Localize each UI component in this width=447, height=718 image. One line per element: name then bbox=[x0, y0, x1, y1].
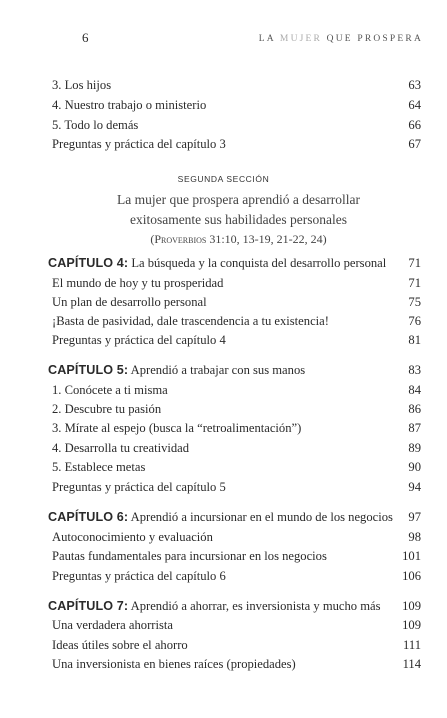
toc-entry-title: 2. Descubre tu pasión bbox=[52, 402, 162, 416]
toc-entry bbox=[52, 549, 421, 564]
toc-entry-title: Preguntas y práctica del capítulo 3 bbox=[52, 137, 226, 151]
chapter-title: Aprendió a incursionar en el mundo de los negocios bbox=[128, 510, 393, 524]
toc-entry-page: 84 bbox=[408, 383, 421, 397]
chapter-title: Aprendió a trabajar con sus manos bbox=[128, 363, 306, 377]
toc-entry bbox=[52, 530, 421, 545]
chapter-heading bbox=[48, 599, 421, 614]
toc-entry-page: 94 bbox=[408, 480, 421, 494]
toc-entry bbox=[52, 460, 421, 475]
toc-entry-page: 114 bbox=[402, 657, 421, 671]
toc-entry bbox=[52, 78, 421, 93]
running-head-part: MUJER bbox=[279, 34, 323, 44]
toc-entry-page: 90 bbox=[408, 460, 421, 474]
toc-entry-title: 4. Nuestro trabajo o ministerio bbox=[52, 98, 207, 112]
toc-entry-title: Una verdadera ahorrista bbox=[52, 618, 173, 632]
chapter-heading-text bbox=[48, 363, 305, 378]
chapter-page: 109 bbox=[402, 599, 421, 613]
toc-entry-title: 3. Los hijos bbox=[52, 78, 112, 92]
toc-entry bbox=[52, 383, 421, 398]
toc-entry bbox=[52, 421, 421, 436]
toc-entry-page: 66 bbox=[408, 118, 421, 132]
toc-entry bbox=[52, 402, 421, 417]
toc-entry-page: 106 bbox=[402, 569, 421, 583]
toc-entry-page: 71 bbox=[408, 276, 421, 290]
toc-entry-page: 76 bbox=[408, 314, 421, 328]
toc-entry bbox=[52, 638, 421, 653]
ref-open: ( bbox=[150, 232, 155, 246]
chapter-heading bbox=[48, 363, 421, 378]
toc-entry-page: 75 bbox=[408, 295, 421, 309]
chapter-label: CAPÍTULO 4: bbox=[48, 256, 129, 270]
chapter-heading-text bbox=[48, 510, 393, 525]
toc-entry bbox=[52, 618, 421, 633]
toc-entry-title: Ideas útiles sobre el ahorro bbox=[52, 638, 188, 652]
toc-entry bbox=[52, 276, 421, 291]
chapter-page: 83 bbox=[408, 363, 421, 377]
chapter-title: La búsqueda y la conquista del desarrollo personal bbox=[128, 256, 387, 270]
toc-entry bbox=[52, 657, 421, 672]
toc-entry bbox=[52, 118, 421, 133]
ref-book: Proverbios bbox=[154, 232, 207, 246]
toc-entry-title: El mundo de hoy y tu prosperidad bbox=[52, 276, 224, 290]
chapter-heading-text bbox=[48, 256, 386, 271]
toc-entry-page: 111 bbox=[403, 638, 421, 652]
chapter-page: 97 bbox=[408, 510, 421, 524]
toc-entry-title: 3. Mírate al espejo (busca la “retroalimentación”) bbox=[52, 421, 302, 435]
section-title-line: La mujer que prospera aprendió a desarrollar bbox=[117, 192, 360, 207]
toc-entry-page: 81 bbox=[408, 333, 421, 347]
toc-entry bbox=[52, 295, 421, 310]
chapter-label: CAPÍTULO 6: bbox=[48, 510, 129, 524]
section-title-line: exitosamente sus habilidades personales bbox=[129, 212, 348, 227]
toc-entry-title: 1. Conócete a ti misma bbox=[52, 383, 168, 397]
section-label: SEGUNDA SECCIÓN bbox=[177, 174, 270, 184]
toc-entry bbox=[52, 137, 421, 152]
chapter-label: CAPÍTULO 5: bbox=[48, 363, 129, 377]
chapter-label: CAPÍTULO 7: bbox=[48, 599, 129, 613]
chapter-heading bbox=[48, 256, 421, 271]
toc-entry-title: Un plan de desarrollo personal bbox=[52, 295, 207, 309]
toc-entry-title: Una inversionista en bienes raíces (propiedades) bbox=[52, 657, 296, 671]
chapter-page: 71 bbox=[408, 256, 421, 270]
section-title bbox=[60, 190, 417, 230]
toc-entry-page: 98 bbox=[408, 530, 421, 544]
toc-entry bbox=[52, 441, 421, 456]
toc-entry-title: 5. Establece metas bbox=[52, 460, 146, 474]
toc-entry-title: 4. Desarrolla tu creatividad bbox=[52, 441, 190, 455]
chapter-title: Aprendió a ahorrar, es inversionista y mucho más bbox=[128, 599, 381, 613]
toc-entry-page: 87 bbox=[408, 421, 421, 435]
toc-entry bbox=[52, 314, 421, 329]
toc-entry bbox=[52, 333, 421, 348]
toc-entry-title: Preguntas y práctica del capítulo 6 bbox=[52, 569, 226, 583]
running-head-part: LA bbox=[258, 34, 280, 44]
toc-entry-title: Preguntas y práctica del capítulo 4 bbox=[52, 333, 226, 347]
toc-entry-title: Pautas fundamentales para incursionar en los negocios bbox=[52, 549, 327, 563]
running-head-part: QUE PROSPERA bbox=[322, 34, 423, 44]
toc-entry-title: Preguntas y práctica del capítulo 5 bbox=[52, 480, 226, 494]
toc-entry-page: 101 bbox=[402, 549, 421, 563]
toc-entry bbox=[52, 98, 421, 113]
toc-entry-title: 5. Todo lo demás bbox=[52, 118, 139, 132]
toc-entry-title: Autoconocimiento y evaluación bbox=[52, 530, 213, 544]
chapter-heading-text bbox=[48, 599, 381, 614]
toc-entry-page: 67 bbox=[408, 137, 421, 151]
page-number: 6 bbox=[82, 30, 89, 45]
toc-entry bbox=[52, 569, 421, 584]
running-head bbox=[259, 34, 423, 44]
toc-entry-page: 109 bbox=[402, 618, 421, 632]
ref-verses: 31:10, 13-19, 21-22, 24) bbox=[206, 232, 327, 246]
toc-entry-page: 89 bbox=[408, 441, 421, 455]
toc-entry-title: ¡Basta de pasividad, dale trascendencia a tu existencia! bbox=[52, 314, 329, 328]
toc-entry-page: 63 bbox=[408, 78, 421, 92]
section-reference bbox=[60, 232, 417, 247]
toc-entry bbox=[52, 480, 421, 495]
toc-entry-page: 86 bbox=[408, 402, 421, 416]
toc-entry-page: 64 bbox=[408, 98, 421, 112]
chapter-heading bbox=[48, 510, 421, 525]
